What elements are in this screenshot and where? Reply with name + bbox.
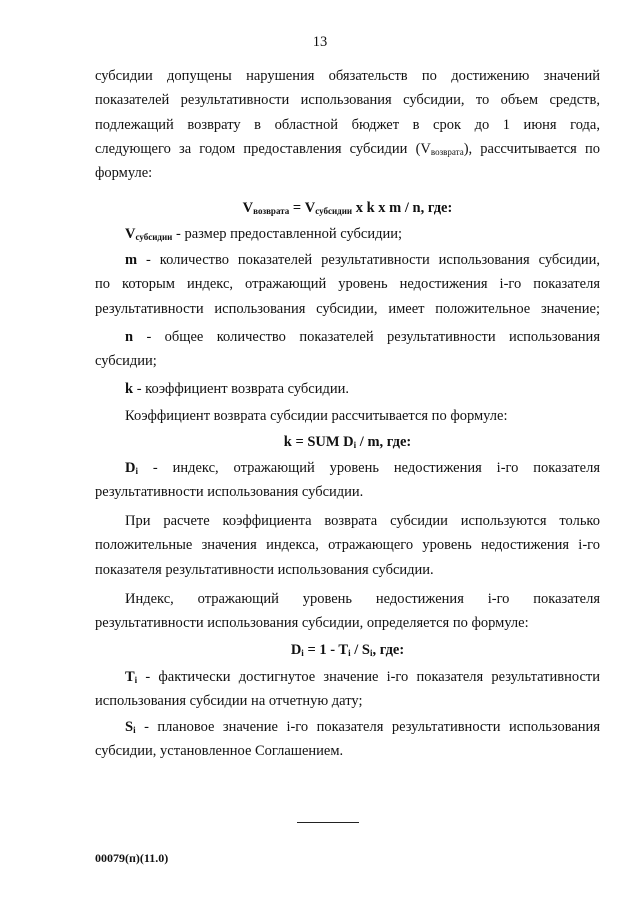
- definition-v-subsidy: [95, 222, 600, 246]
- text-line: результативности использования субсидии, имеет положительное значение;: [95, 300, 600, 317]
- text-line: по которым индекс, отражающий уровень недостижения i-го показателя: [95, 276, 600, 293]
- formula-index: $D_i = 1 - T_i / S_i$, где:: [290, 642, 405, 658]
- text-line: $S_i$ - плановое значение i-го показателя результативности использования: [125, 719, 600, 735]
- text-line: результативности использования субсидии, определяется по формуле:: [95, 615, 529, 632]
- intro-paragraph: [95, 64, 600, 185]
- text-line: показателей результативности использования субсидии, то объем средств,: [95, 92, 600, 109]
- text-line: $T_i$ - фактически достигнутое значение i-го показателя результативности: [125, 669, 600, 685]
- text-line: m - количество показателей результативности использования субсидии,: [125, 252, 600, 268]
- text-line: n - общее количество показателей результативности использования: [125, 329, 600, 345]
- section-divider: [297, 822, 359, 823]
- definition-ti: [95, 665, 600, 714]
- page-number: 13: [312, 34, 328, 50]
- formula-refund: $V_{возврата} = V_{субсидии}$ x k x m / n, где:: [242, 200, 453, 216]
- index-paragraph: [95, 587, 600, 636]
- text-line: $D_i$ - индекс, отражающий уровень недостижения i-го показателя: [125, 460, 600, 476]
- text-line: При расчете коэффициента возврата субсидии используются только: [125, 513, 600, 529]
- document-code: 00079(п)(11.0): [95, 851, 169, 865]
- text-line: субсидии допущены нарушения обязательств по достижению значений: [95, 68, 600, 84]
- text-line: Индекс, отражающий уровень недостижения i-го показателя: [125, 591, 600, 607]
- text-line: $V_{субсидии}$ - размер предоставленной субсидии;: [125, 226, 403, 242]
- text-line: положительные значения индекса, отражающего уровень недостижения i-го: [95, 537, 600, 554]
- coefficient-paragraph: [95, 404, 600, 428]
- formula-coefficient: k = SUM $D_i$ / m, где:: [283, 434, 412, 450]
- definition-si: [95, 715, 600, 764]
- text-line: субсидии, установленное Соглашением.: [95, 743, 344, 760]
- text-line: следующего за годом предоставления субсидии $(V_{возврата})$, рассчитывается по: [95, 140, 600, 157]
- definition-m: [95, 248, 600, 321]
- definition-n: [95, 325, 600, 374]
- text-line: формуле:: [95, 165, 153, 182]
- text-line: субсидии;: [95, 353, 157, 370]
- text-line: показателя результативности использования субсидии.: [95, 561, 434, 578]
- text-line: использования субсидии на отчетную дату;: [95, 693, 363, 710]
- text-line: подлежащий возврату в областной бюджет в срок до 1 июня года,: [95, 116, 600, 133]
- definition-di: [95, 456, 600, 505]
- text-line: результативности использования субсидии.: [95, 484, 364, 501]
- text-line: Коэффициент возврата субсидии рассчитывается по формуле:: [125, 408, 508, 424]
- text-line: k - коэффициент возврата субсидии.: [125, 381, 350, 397]
- definition-k: [95, 377, 600, 401]
- positive-values-paragraph: [95, 509, 600, 582]
